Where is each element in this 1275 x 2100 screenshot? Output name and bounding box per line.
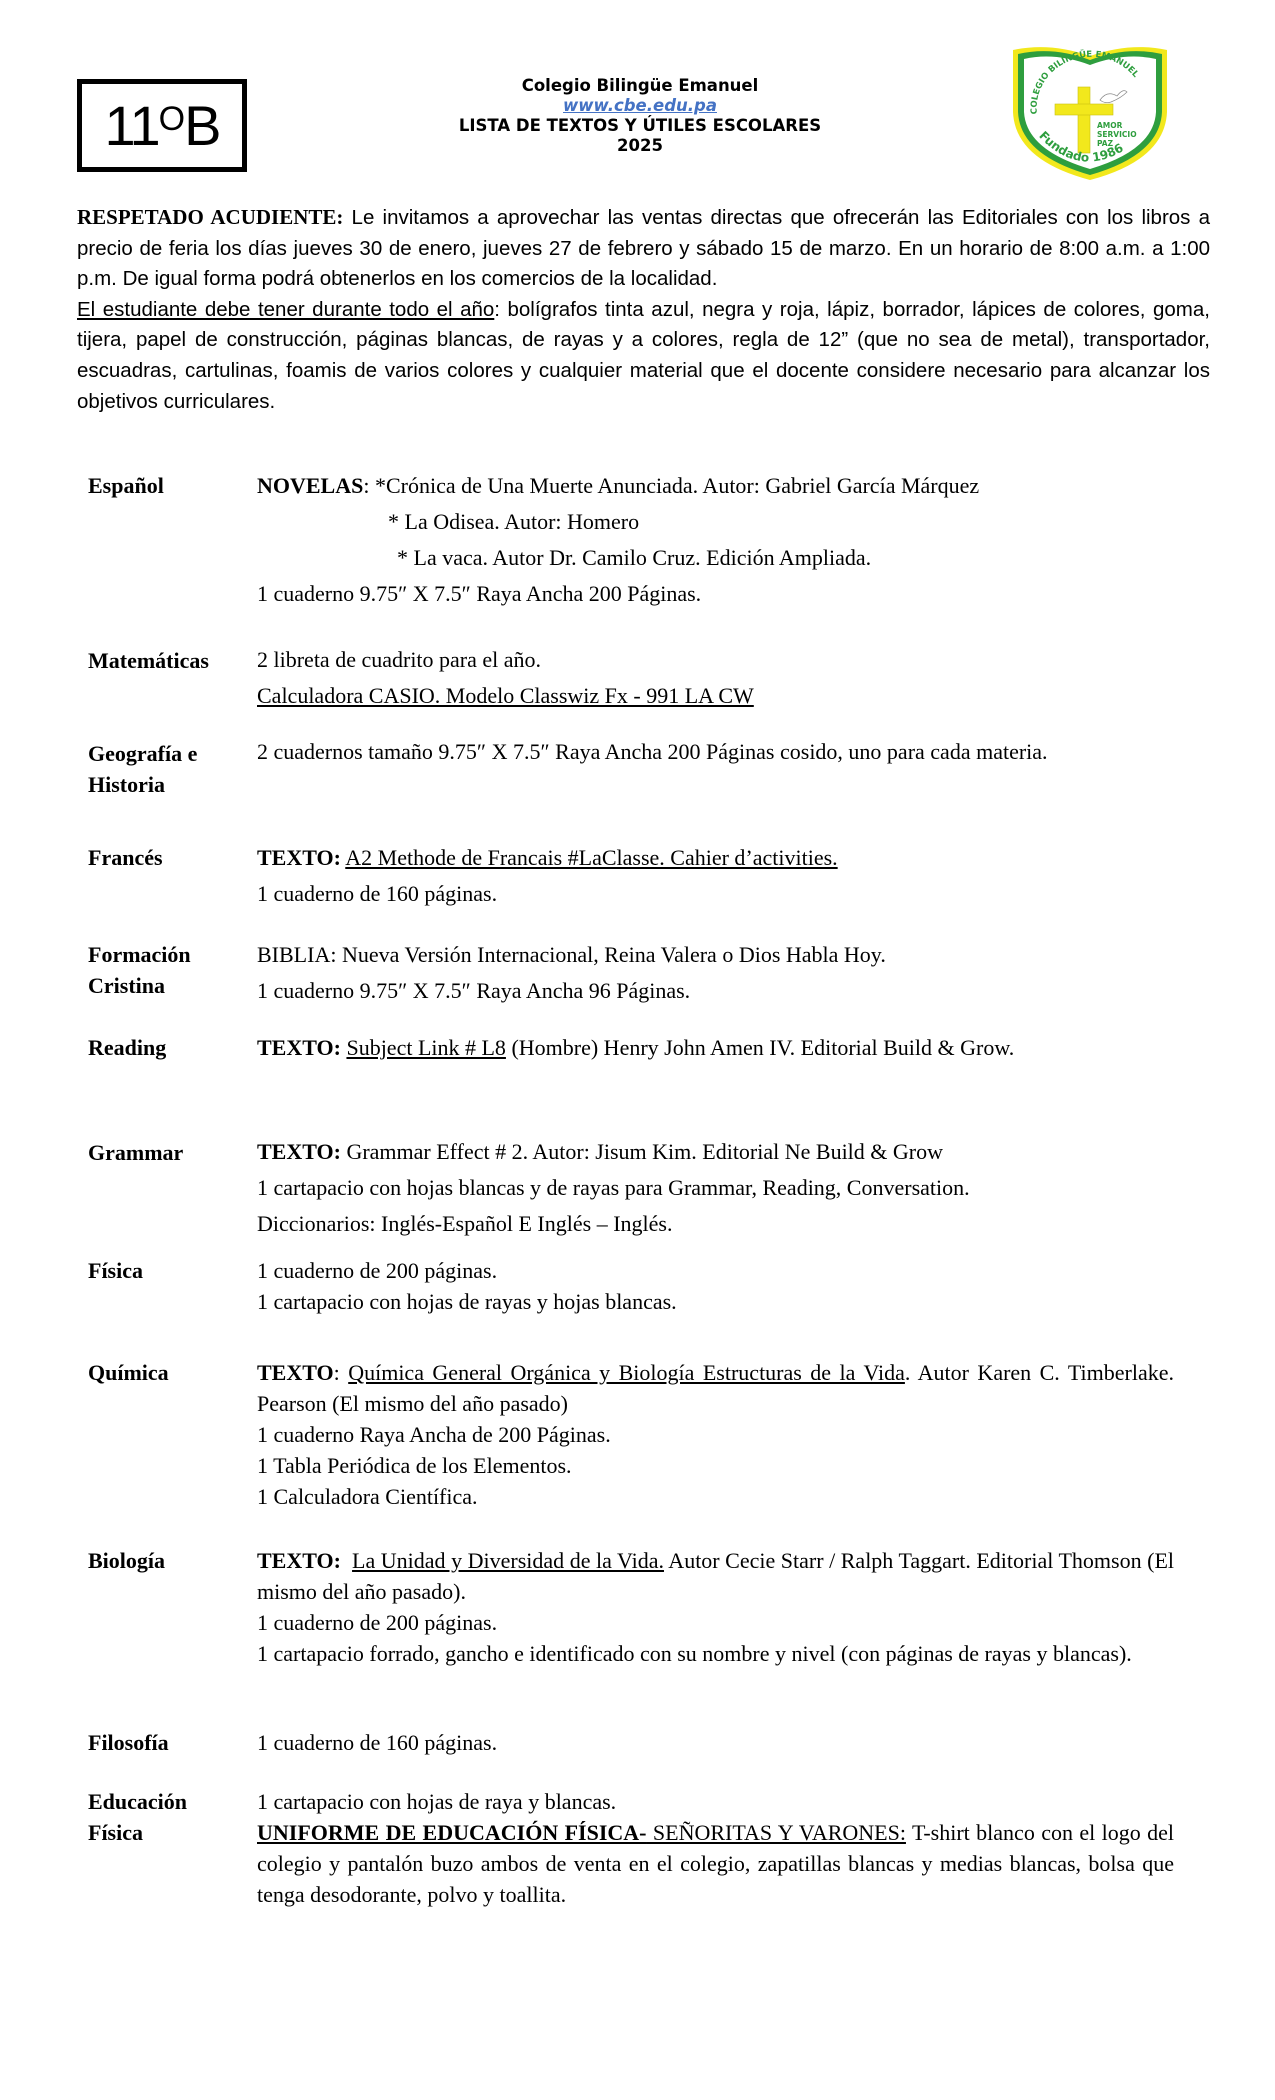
texto-label: TEXTO: [257, 1035, 341, 1060]
logo-motto-1: AMOR [1097, 121, 1123, 130]
supply-item: 1 cuaderno 9.75″ X 7.5″ Raya Ancha 96 Páginas. [257, 978, 691, 1003]
subject-content [257, 937, 1174, 1009]
supply-item: 1 cartapacio con hojas de rayas y hojas blancas. [257, 1289, 677, 1314]
subject-content [257, 1727, 1174, 1758]
textbook-details: Grammar Effect # 2. Autor: Jisum Kim. Editorial Ne Build & Grow [340, 1139, 944, 1164]
texto-label: TEXTO: [257, 845, 341, 870]
supply-item: 1 cuaderno de 200 páginas. [257, 1258, 498, 1283]
subject-label: Educación Física [88, 1789, 188, 1845]
logo-founded: Fundado 1986 [1036, 128, 1126, 165]
subject-label: Español [88, 473, 164, 498]
textbook-title: La Unidad y Diversidad de la Vida. [352, 1548, 664, 1573]
requirement-lead: El estudiante debe tener durante todo el año [77, 297, 495, 321]
subject-label: Química [88, 1360, 169, 1385]
novela-item: * La vaca. Autor Dr. Camilo Cruz. Edición Ampliada. [397, 545, 872, 570]
subject-content [257, 1255, 1174, 1317]
subject-label: Geografía e Historia [88, 741, 198, 797]
supply-item: 2 libreta de cuadrito para el año. [257, 647, 542, 672]
logo-cross-horizontal [1055, 104, 1113, 115]
subject-label: Matemáticas [88, 648, 209, 673]
texto-label: TEXTO: [257, 1548, 341, 1573]
subject-label: Grammar [88, 1140, 184, 1165]
textbook-details: (Hombre) Henry John Amen IV. Editorial Build & Grow. [505, 1035, 1015, 1060]
subject-label: Biología [88, 1548, 166, 1573]
textbook-details: Autor Cecie Starr / Ralph Taggart. Editorial Thomson (El mismo del año pasado). [257, 1548, 1175, 1604]
supply-item: 1 Calculadora Científica. [257, 1484, 478, 1509]
document-title: LISTA DE TEXTOS Y ÚTILES ESCOLARES [458, 116, 822, 135]
supply-item: 1 cartapacio con hojas blancas y de rayas para Grammar, Reading, Conversation. [257, 1175, 970, 1200]
intro-lead: RESPETADO ACUDIENTE: [77, 205, 344, 229]
requirement-text: : bolígrafos tinta azul, negra y roja, lápiz, borrador, lápices de colores, goma, tijera, papel de construcción, páginas blancas, de rayas y a colores, regla de 12” (que no sea de metal), transportador, escuadras, cartulinas, foamis de varios colores y cualquier material que el docente considere necesario para alcanzar los objetivos curriculares. [77, 297, 1210, 413]
supply-item: 2 cuadernos tamaño 9.75″ X 7.5″ Raya Ancha 200 Páginas cosido, uno para cada materia. [257, 739, 1048, 764]
document-header [430, 76, 850, 156]
supply-item: 1 cuaderno Raya Ancha de 200 Páginas. [257, 1422, 611, 1447]
novela-item: * La Odisea. Autor: Homero [388, 509, 640, 534]
uniform-details: T-shirt blanco con el logo del colegio y pantalón buzo ambos de venta en el colegio, zapatillas blancas y medias blancas, bolsa que tenga desodorante, polvo y toallita. [257, 1820, 1174, 1907]
subject-content [257, 468, 1174, 612]
school-name: Colegio Bilingüe Emanuel [521, 76, 759, 95]
grade-number: 11 [104, 94, 159, 157]
novelas-label: NOVELAS [257, 473, 364, 498]
logo-motto-2: SERVICIO [1097, 130, 1137, 139]
uniform-who: SEÑORITAS Y VARONES: [646, 1820, 906, 1845]
subject-content [257, 1030, 1174, 1066]
subject-label: Física [88, 1258, 143, 1283]
subject-label: Formación Cristina [88, 942, 191, 998]
supply-item: 1 cuaderno 9.75″ X 7.5″ Raya Ancha 200 Páginas. [257, 581, 702, 606]
texto-label: TEXTO: [257, 1139, 341, 1164]
textbook-title: Química General Orgánica y Biología Estructuras de la Vida [348, 1360, 905, 1385]
supply-item: Calculadora CASIO. Modelo Classwiz Fx - 991 LA CW [257, 683, 754, 708]
supply-item: Diccionarios: Inglés-Español E Inglés – Inglés. [257, 1211, 673, 1236]
logo-arc-text: COLEGIO BILINGÜE EMANUEL [1029, 49, 1141, 115]
subject-content [257, 1786, 1174, 1910]
subject-content [257, 840, 1174, 912]
subject-content [257, 1134, 1174, 1242]
textbook-title: Subject Link # L8 [346, 1035, 506, 1060]
subject-content [257, 1545, 1174, 1669]
logo-cross-vertical [1078, 87, 1090, 153]
website-link[interactable]: www.cbe.edu.pa [563, 96, 717, 115]
novela-item: : *Crónica de Una Muerte Anunciada. Autor: Gabriel García Márquez [363, 473, 980, 498]
textbook-title: A2 Methode de Francais #LaClasse. Cahier d’activities. [345, 845, 838, 870]
subject-label: Filosofía [88, 1730, 169, 1755]
logo-motto-3: PAZ [1097, 139, 1114, 148]
supply-item: 1 Tabla Periódica de los Elementos. [257, 1453, 572, 1478]
texto-label: TEXTO [257, 1360, 334, 1385]
supply-item: 1 cartapacio forrado, gancho e identificado con su nombre y nivel (con páginas de rayas y blancas). [257, 1641, 1132, 1666]
subject-content: TEXTO: Química General Orgánica y Biología Estructuras de la Vida. Autor Karen C. Timberlake. Pearson (El mismo del año pasado) 1 cuaderno Raya Ancha de 200 Páginas. 1 Tabla Periódica de los Elementos. 1 Calculadora Científica. [257, 1357, 1174, 1512]
subject-label: Reading [88, 1035, 167, 1060]
grade-box [77, 79, 247, 172]
intro-section [77, 202, 1210, 417]
grade-letter: B [184, 94, 220, 157]
supply-item: 1 cuaderno de 160 páginas. [257, 1730, 498, 1755]
subject-label: Francés [88, 845, 163, 870]
subject-content [257, 642, 1174, 714]
supply-item: 1 cuaderno de 160 páginas. [257, 881, 498, 906]
subject-content [257, 734, 1174, 770]
supply-item: 1 cartapacio con hojas de raya y blancas. [257, 1789, 617, 1814]
textbook-details: . Autor Karen C. Timberlake. Pearson (El mismo del año pasado) [257, 1360, 1174, 1416]
uniform-label: UNIFORME DE EDUCACIÓN FÍSICA- [257, 1820, 647, 1845]
grade-degree: O [158, 100, 184, 138]
supply-item: 1 cuaderno de 200 páginas. [257, 1610, 498, 1635]
school-logo-icon [1005, 42, 1175, 182]
document-year: 2025 [617, 136, 663, 155]
supply-item: BIBLIA: Nueva Versión Internacional, Reina Valera o Dios Habla Hoy. [257, 942, 886, 967]
intro-paragraph: Le invitamos a aprovechar las ventas directas que ofrecerán las Editoriales con los libros a precio de feria los días jueves 30 de enero, jueves 27 de febrero y sábado 15 de marzo. En un horario de 8:00 a.m. a 1:00 p.m. De igual forma podrá obtenerlos en los comercios de la localidad. [77, 206, 1211, 291]
